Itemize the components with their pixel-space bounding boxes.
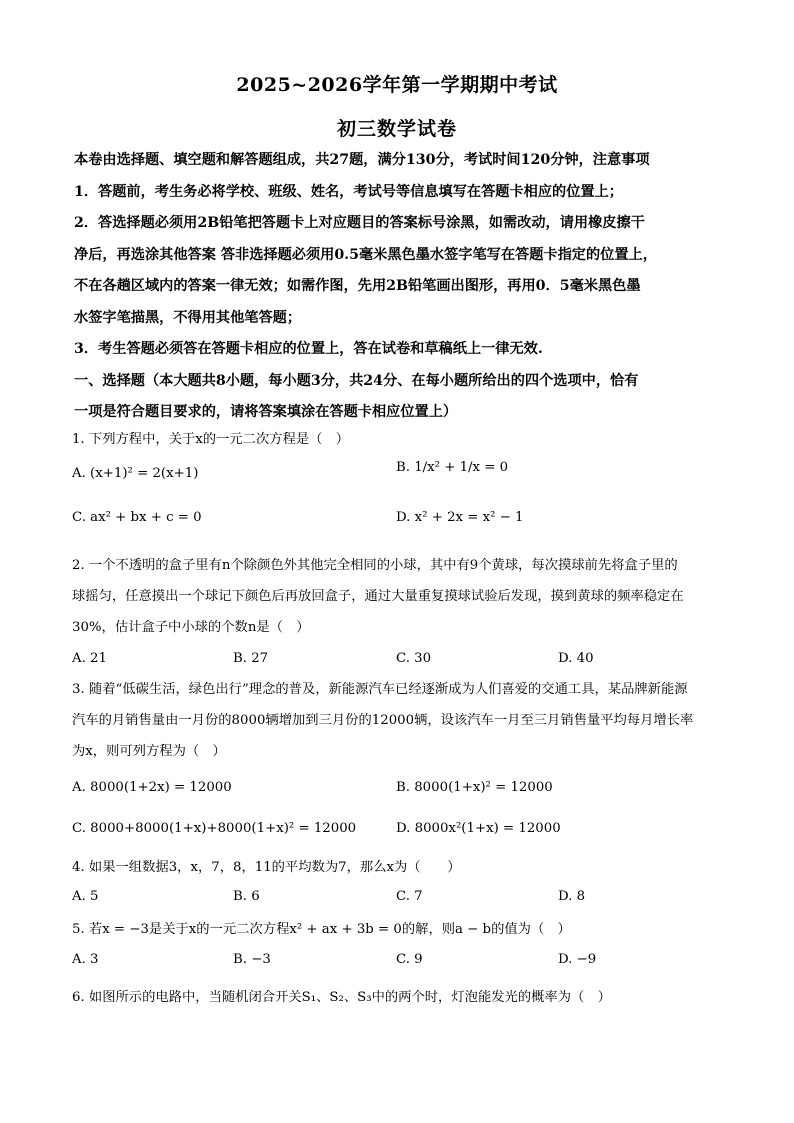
q1-option-c: C. ax² + bx + c = 0 xyxy=(72,510,202,525)
q3-option-b: B. 8000(1+x)² = 12000 xyxy=(396,780,553,795)
exam-title: 2025~2026学年第一学期期中考试 xyxy=(236,74,558,96)
q3-option-a: A. 8000(1+2x) = 12000 xyxy=(72,780,232,795)
section-heading-line2: 一项是符合题目要求的，请将答案填涂在答题卡相应位置上） xyxy=(74,404,458,420)
notice-intro: 本卷由选择题、填空题和解答题组成，共27题，满分130分，考试时间120分钟，注意事项 xyxy=(74,152,650,168)
q2-option-b: B. 27 xyxy=(233,651,269,666)
q5-option-b: B. −3 xyxy=(233,952,271,967)
question-5-stem: 5. 若x = −3是关于x的一元二次方程x² + ax + 3b = 0的解，则a − b的值为（ ） xyxy=(72,922,571,937)
q1-option-a: A. (x+1)² = 2(x+1) xyxy=(72,466,199,481)
notice-item-2-line4: 水签字笔描黑，不得用其他笔答题； xyxy=(74,309,302,326)
q2-option-a: A. 21 xyxy=(72,651,107,666)
q3-option-d: D. 8000x²(1+x) = 12000 xyxy=(396,821,561,836)
q4-option-b: B. 6 xyxy=(233,889,260,904)
q2-option-d: D. 40 xyxy=(558,651,594,666)
notice-item-1: 1．答题前，考生务必将学校、班级、姓名，考试号等信息填写在答题卡相应的位置上； xyxy=(74,183,623,200)
notice-item-2-line2: 净后，再选涂其他答案 答非选择题必须用0.5毫米黑色墨水签字笔写在答题卡指定的位置上， xyxy=(74,246,657,263)
q5-option-a: A. 3 xyxy=(72,952,99,967)
q2-line-1: 2. 一个不透明的盒子里有n个除颜色外其他完全相同的小球，其中有9个黄球，每次摸球前先将盒子里的 xyxy=(72,558,678,573)
q4-option-c: C. 7 xyxy=(396,889,423,904)
q3-option-c: C. 8000+8000(1+x)+8000(1+x)² = 12000 xyxy=(72,821,357,836)
q5-option-d: D. −9 xyxy=(558,952,597,967)
question-4-stem: 4. 如果一组数据3，x，7，8，11的平均数为7，那么x为（ ） xyxy=(72,860,461,875)
q3-line-2: 汽车的月销售量由一月份的8000辆增加到三月份的12000辆，设该汽车一月至三月销售量平均每月增长率 xyxy=(72,713,694,728)
question-3-stem xyxy=(72,674,724,767)
notice-item-2-line1: 2．答选择题必须用2B铅笔把答题卡上对应题目的答案标号涂黑，如需改动，请用橡皮擦干 xyxy=(74,215,645,231)
exam-notice xyxy=(74,145,726,429)
q2-line-2: 球摇匀，任意摸出一个球记下颜色后再放回盒子，通过大量重复摸球试验后发现，摸到黄球的频率稳定在 xyxy=(72,589,684,604)
exam-subtitle: 初三数学试卷 xyxy=(336,118,457,140)
q1-option-b: B. 1/x² + 1/x = 0 xyxy=(396,460,509,475)
q2-option-c: C. 30 xyxy=(396,651,432,666)
notice-item-2-line3: 不在各趟区域内的答案一律无效；如需作图，先用2B铅笔画出图形，再用0．5毫米黑色墨 xyxy=(74,278,641,294)
q4-option-a: A. 5 xyxy=(72,889,99,904)
q4-option-d: D. 8 xyxy=(558,889,586,904)
question-1-stem: 1. 下列方程中，关于x的一元二次方程是（ ） xyxy=(72,432,350,447)
q5-option-c: C. 9 xyxy=(396,952,423,967)
question-6-stem: 6. 如图所示的电路中，当随机闭合开关S₁、S₂、S₃中的两个时，灯泡能发光的概率为（ ） xyxy=(72,990,611,1005)
q2-line-3: 30%，估计盒子中小球的个数n是（ ） xyxy=(72,620,310,635)
q3-line-1: 3. 随着“低碳生活，绿色出行”理念的普及，新能源汽车已经逐渐成为人们喜爱的交通工具，某品牌新能源 xyxy=(72,682,688,697)
section-heading-line1: 一、选择题（本大题共8小题，每小题3分，共24分、在每小题所给出的四个选项中，恰有 xyxy=(74,372,639,389)
notice-item-3: 3．考生答题必须答在答题卡相应的位置上，答在试卷和草稿纸上一律无效. xyxy=(74,341,543,357)
q3-line-3: 为x，则可列方程为（ ） xyxy=(72,744,226,759)
q1-option-d: D. x² + 2x = x² − 1 xyxy=(396,510,524,525)
question-2-stem xyxy=(72,550,724,643)
